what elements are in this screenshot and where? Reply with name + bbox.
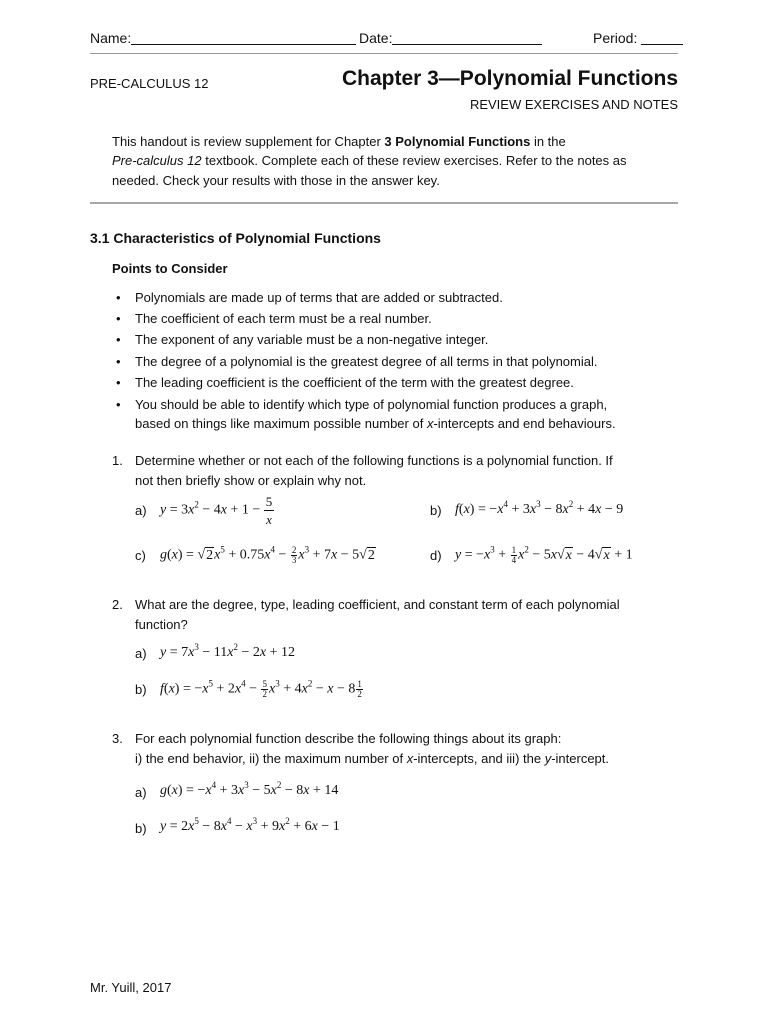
q1d-label: d)	[430, 548, 442, 563]
date-blank[interactable]	[392, 32, 542, 45]
bullet-6-text-a: based on things like maximum possible number of	[135, 416, 427, 431]
bullet-text-2: The coefficient of each term must be a real number.	[135, 311, 432, 326]
chapter-subtitle: REVIEW EXERCISES AND NOTES	[469, 97, 678, 112]
q3a-equation: $g(x) = -x^4 + 3x^3 - 5x^2 - 8x + 14$	[160, 780, 339, 798]
intro-line-1	[112, 134, 566, 149]
intro-line-2	[112, 153, 627, 168]
intro-divider	[90, 202, 678, 204]
q1a-equation: $y = 3x^2 - 4x + 1$ − $\frac{5}{x}$	[160, 494, 273, 527]
q3-y: y	[544, 751, 552, 766]
chapter-title: Chapter 3—Polynomial Functions	[341, 67, 678, 90]
period-field	[593, 30, 683, 46]
bullet-icon: •	[116, 375, 121, 390]
q3-text-2	[135, 751, 609, 766]
q2a-label: a)	[135, 646, 147, 661]
period-label: Period:	[593, 30, 638, 46]
q2-text-2: function?	[135, 617, 188, 632]
section-title: 3.1 Characteristics of Polynomial Functions	[90, 230, 381, 246]
q1c-equation: $g(x) = √2x^5 + 0.75x^4$ − $\frac{2}{3}$ $x^3 + 7x - 5√2$	[160, 544, 375, 565]
q1-text-1: Determine whether or not each of the following functions is a polynomial function. If	[135, 453, 613, 468]
q3-text-2a: i) the end behavior, ii) the maximum number of	[135, 751, 407, 766]
q1b-label: b)	[430, 503, 442, 518]
q2-text-1: What are the degree, type, leading coefficient, and constant term of each polynomial	[135, 597, 620, 612]
date-label: Date:	[359, 30, 393, 46]
bullet-text-6a: You should be able to identify which type of polynomial function produces a graph,	[135, 397, 608, 412]
name-field	[90, 30, 356, 46]
name-label: Name:	[90, 30, 132, 46]
header-divider	[90, 53, 678, 54]
course-label: PRE-CALCULUS 12	[90, 76, 209, 91]
bullet-icon: •	[116, 354, 121, 369]
q3b-equation: $y = 2x^5 - 8x^4 - x^3 + 9x^2 + 6x - 1$	[160, 816, 340, 834]
intro-textbook: Pre-calculus 12	[112, 153, 202, 168]
intro-text-c: textbook. Complete each of these review exercises. Refer to the notes as	[201, 153, 627, 168]
name-blank[interactable]	[131, 32, 356, 45]
q3-text-2b: -intercepts, and iii) the	[413, 751, 545, 766]
q2b-equation: $f(x) = -x^5 + 2x^4$ − $\frac{5}{2}$ $x^3 + 4x^2 - x - 8$ $\frac{1}{2}$	[160, 678, 362, 699]
bullet-6-text-b: -intercepts and end behaviours.	[433, 416, 616, 431]
date-field	[359, 30, 542, 46]
bullet-icon: •	[116, 290, 121, 305]
intro-text-b: in the	[530, 134, 566, 149]
q3-x: x	[406, 751, 414, 766]
q2a-equation: $y = 7x^3 - 11x^2 - 2x + 12$	[160, 642, 295, 660]
bullet-text-5: The leading coefficient is the coefficient of the term with the greatest degree.	[135, 375, 574, 390]
q2-number: 2.	[112, 597, 123, 612]
q3-number: 3.	[112, 731, 123, 746]
bullet-text-1: Polynomials are made up of terms that are added or subtracted.	[135, 290, 503, 305]
q1-number: 1.	[112, 453, 123, 468]
intro-chapter-bold: 3 Polynomial Functions	[384, 134, 531, 149]
q1c-label: c)	[135, 548, 146, 563]
bullet-icon: •	[116, 311, 121, 326]
q1-text-2: not then briefly show or explain why not.	[135, 473, 367, 488]
bullet-text-4: The degree of a polynomial is the greatest degree of all terms in that polynomial.	[135, 354, 598, 369]
bullet-icon: •	[116, 397, 121, 412]
q2b-label: b)	[135, 682, 147, 697]
points-heading: Points to Consider	[112, 261, 228, 276]
q3a-label: a)	[135, 785, 147, 800]
q3b-label: b)	[135, 821, 147, 836]
bullet-text-3: The exponent of any variable must be a non-negative integer.	[135, 332, 489, 347]
footer-author: Mr. Yuill, 2017	[90, 980, 172, 995]
q1b-equation: $f(x) = -x^4 + 3x^3 - 8x^2 + 4x - 9$	[455, 499, 624, 517]
period-blank[interactable]	[641, 32, 683, 45]
q1d-equation: $y = -x^3$ + $\frac{1}{4}$ $x^2 - 5x√x - 4√x + 1$	[455, 544, 633, 565]
bullet-text-6b	[135, 416, 616, 431]
q3-text-2c: -intercept.	[551, 751, 610, 766]
intro-text-a: This handout is review supplement for Chapter	[112, 134, 385, 149]
q3-text-1: For each polynomial function describe the following things about its graph:	[135, 731, 562, 746]
q1a-label: a)	[135, 503, 147, 518]
bullet-6-x: x	[426, 416, 434, 431]
intro-line-3: needed. Check your results with those in the answer key.	[112, 173, 440, 188]
bullet-icon: •	[116, 332, 121, 347]
